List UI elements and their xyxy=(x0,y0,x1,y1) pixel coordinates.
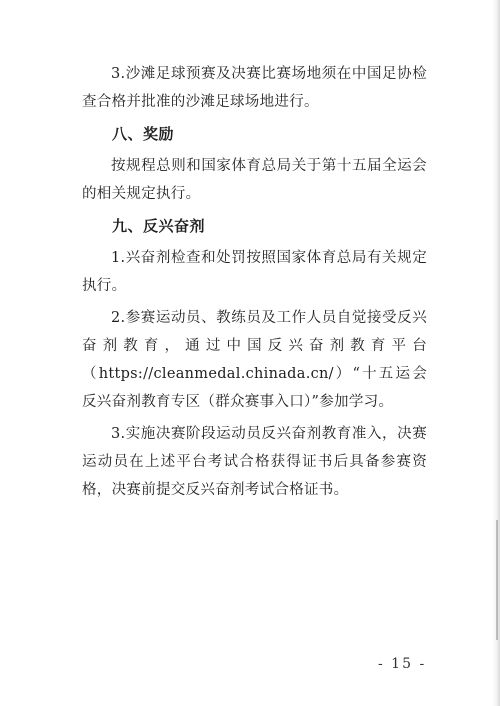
paragraph-beach-soccer-venue: 3.沙滩足球预赛及决赛比赛场地须在中国足协检查合格并批准的沙滩足球场地进行。 xyxy=(82,66,427,110)
document-body xyxy=(82,60,427,508)
paragraph-final-access: 3.实施决赛阶段运动员反兴奋剂教育准入，决赛运动员在上述平台考试合格获得证书后具备参赛资格，决赛前提交反兴奋剂考试合格证书。 xyxy=(82,426,427,498)
paragraph-doping-control: 1.兴奋剂检查和处罚按照国家体育总局有关规定执行。 xyxy=(82,250,427,294)
page-number: - 15 - xyxy=(378,656,427,672)
section-heading-anti-doping: 九、反兴奋剂 xyxy=(112,217,206,235)
paragraph-anti-doping-education: 2.参赛运动员、教练员及工作人员自觉接受反兴奋剂教育，通过中国反兴奋剂教育平台（https://cleanmedal.chinada.cn/）“十五运会反兴奋剂教育专区（群众赛事入口）”参加学习。 xyxy=(82,310,427,410)
scan-edge-mark xyxy=(496,520,498,640)
paragraph-rewards: 按规程总则和国家体育总局关于第十五届全运会的相关规定执行。 xyxy=(82,158,427,202)
section-heading-rewards: 八、奖励 xyxy=(112,125,175,143)
